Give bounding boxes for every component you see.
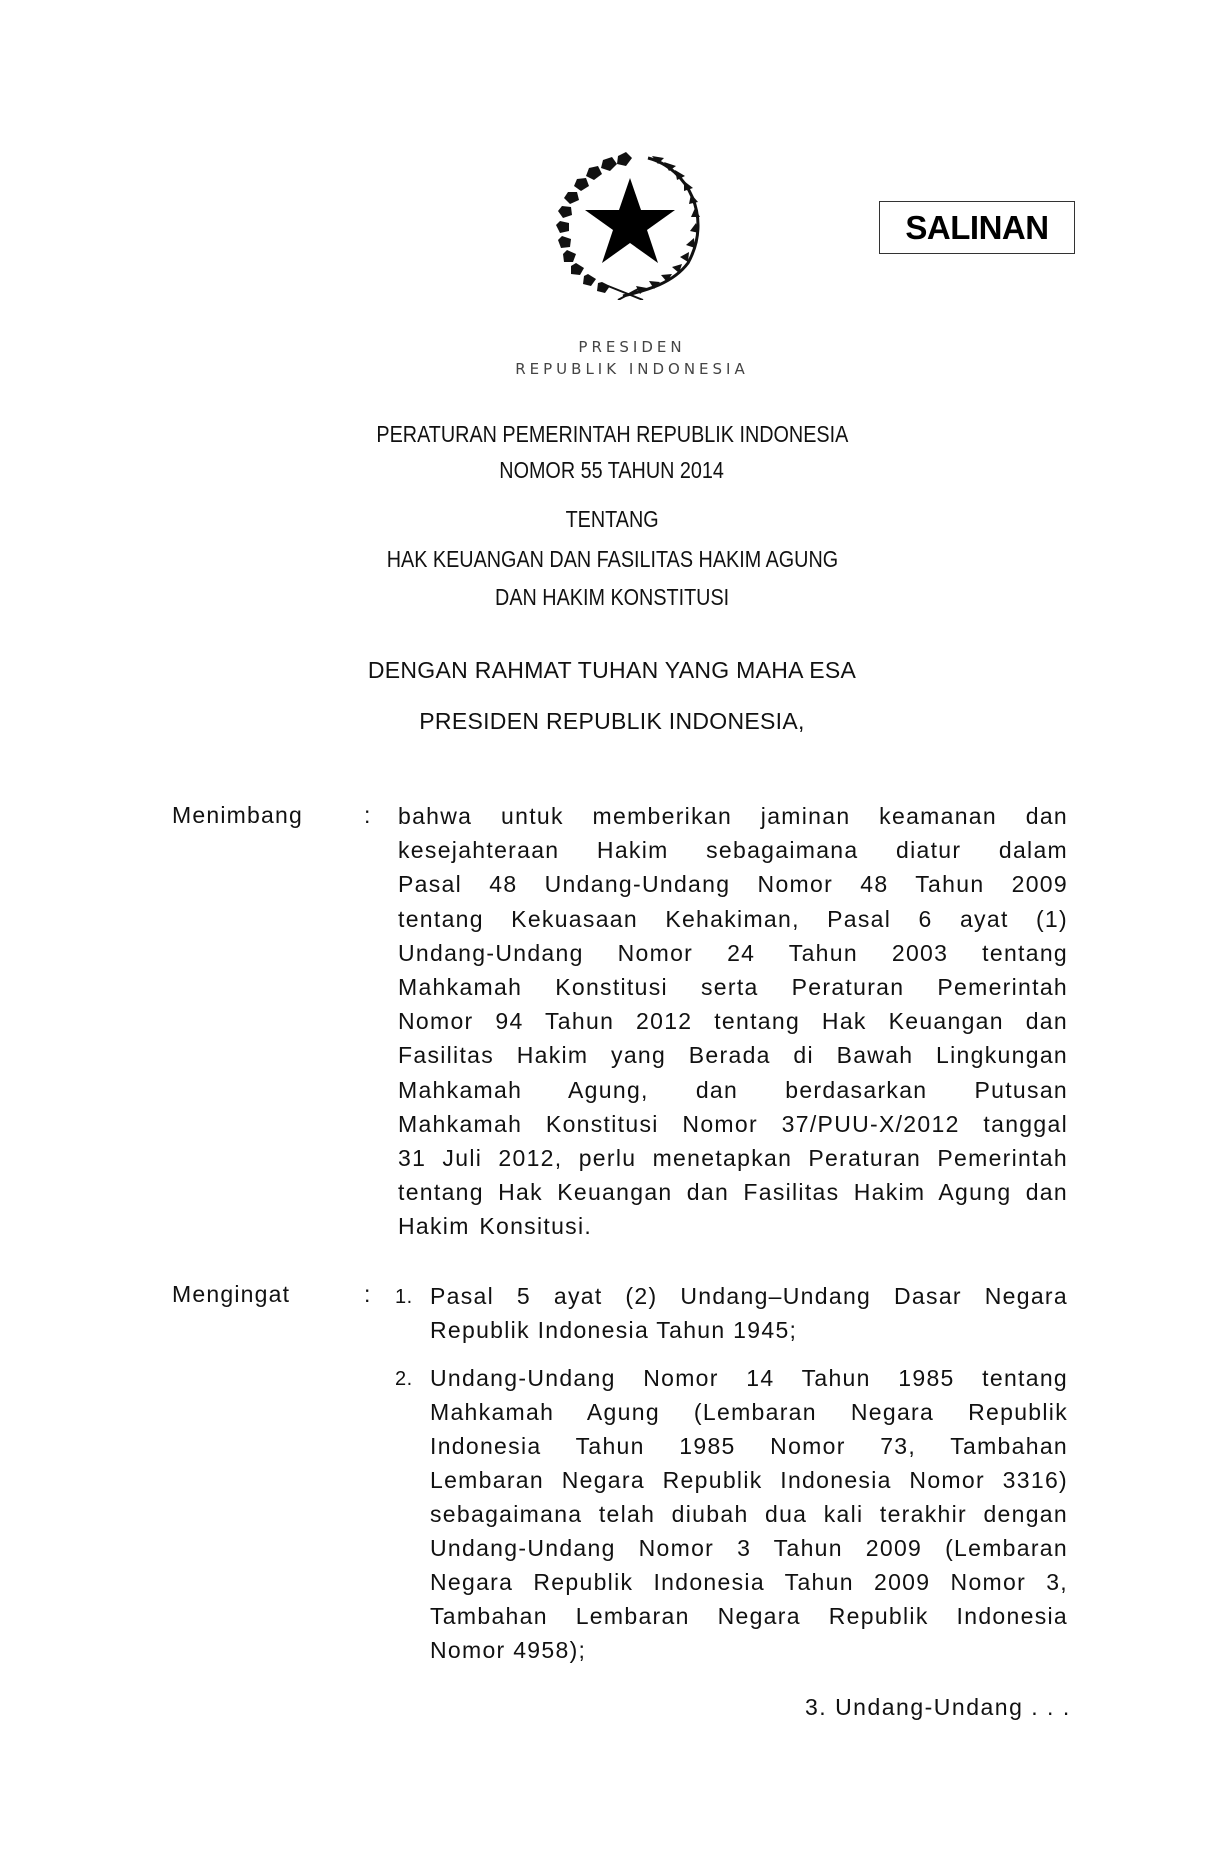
subject-line-1-text: HAK KEUANGAN DAN FASILITAS HAKIM AGUNG: [386, 546, 838, 572]
invocation: DENGAN RAHMAT TUHAN YANG MAHA ESA: [367, 657, 857, 683]
menimbang-line: Hakim Konsitusi.: [398, 1213, 593, 1240]
presidential-emblem-icon: [548, 148, 714, 300]
list-item-line: Tambahan Lembaran Negara Republik Indonesia: [430, 1603, 1068, 1629]
office-caption-line1: PRESIDEN: [578, 338, 686, 356]
list-item-line: Republik Indonesia Tahun 1945;: [430, 1317, 798, 1343]
menimbang-line: tentang Kekuasaan Kehakiman, Pasal 6 ayat (1): [398, 905, 1068, 932]
list-item-line: Pasal 5 ayat (2) Undang–Undang Dasar Negara: [430, 1283, 1068, 1309]
list-item-number: 1.: [395, 1286, 413, 1308]
mengingat-colon: :: [364, 1281, 371, 1307]
regulation-number-text: NOMOR 55 TAHUN 2014: [499, 457, 725, 483]
menimbang-line: 31 Juli 2012, perlu menetapkan Peraturan Pemerintah: [398, 1144, 1068, 1171]
menimbang-line: bahwa untuk memberikan jaminan keamanan dan: [398, 803, 1068, 829]
page-continuation: 3. Undang-Undang . . .: [805, 1694, 1071, 1720]
menimbang-line: Mahkamah Konstitusi serta Peraturan Pemerintah: [398, 973, 1068, 1000]
menimbang-line: Nomor 94 Tahun 2012 tentang Hak Keuangan dan: [398, 1008, 1068, 1035]
regulation-title-text: PERATURAN PEMERINTAH REPUBLIK INDONESIA: [376, 421, 848, 447]
subject-line-2-text: DAN HAKIM KONSTITUSI: [494, 584, 730, 610]
office-caption-line2: REPUBLIK INDONESIA: [515, 360, 749, 378]
list-item-line: Nomor 4958);: [430, 1637, 587, 1663]
subject-line-1: [0, 546, 1224, 573]
stamp-label: SALINAN: [905, 208, 1049, 246]
list-item-number: 2.: [395, 1368, 413, 1390]
menimbang-line: Fasilitas Hakim yang Berada di Bawah Lingkungan: [398, 1042, 1068, 1069]
menimbang-line: kesejahteraan Hakim sebagaimana diatur dalam: [398, 837, 1068, 864]
list-item-line: Undang-Undang Nomor 3 Tahun 2009 (Lembaran: [430, 1535, 1068, 1561]
about-heading-text: TENTANG: [565, 506, 659, 532]
issuer: PRESIDEN REPUBLIK INDONESIA,: [419, 708, 805, 734]
star-icon: [585, 178, 675, 263]
list-item-line: Undang-Undang Nomor 14 Tahun 1985 tentang: [430, 1365, 1068, 1391]
menimbang-line: tentang Hak Keuangan dan Fasilitas Hakim Agung dan: [398, 1179, 1068, 1206]
list-item-line: Negara Republik Indonesia Tahun 2009 Nomor 3,: [430, 1569, 1068, 1595]
subject-line-2: [0, 584, 1224, 611]
menimbang-line: Pasal 48 Undang-Undang Nomor 48 Tahun 2009: [398, 871, 1068, 898]
list-item-line: sebagaimana telah diubah dua kali terakhir dengan: [430, 1501, 1068, 1527]
about-heading: [0, 506, 1224, 533]
mengingat-item-1: [430, 1279, 1068, 1347]
regulation-title: [0, 421, 1224, 448]
menimbang-line: Mahkamah Konstitusi Nomor 37/PUU-X/2012 tanggal: [398, 1110, 1068, 1137]
mengingat-label: Mengingat: [172, 1281, 291, 1307]
menimbang-colon: :: [364, 802, 371, 828]
mengingat-item-2: [430, 1361, 1068, 1667]
menimbang-line: Undang-Undang Nomor 24 Tahun 2003 tentang: [398, 939, 1068, 966]
menimbang-line: Mahkamah Agung, dan berdasarkan Putusan: [398, 1076, 1068, 1103]
salinan-stamp: [879, 201, 1075, 254]
list-item-line: Lembaran Negara Republik Indonesia Nomor 3316): [430, 1467, 1068, 1493]
list-item-line: Indonesia Tahun 1985 Nomor 73, Tambahan: [430, 1433, 1068, 1459]
regulation-number: [0, 457, 1224, 484]
menimbang-body: [398, 799, 1068, 1243]
list-item-line: Mahkamah Agung (Lembaran Negara Republik: [430, 1399, 1068, 1425]
menimbang-label: Menimbang: [172, 802, 303, 828]
